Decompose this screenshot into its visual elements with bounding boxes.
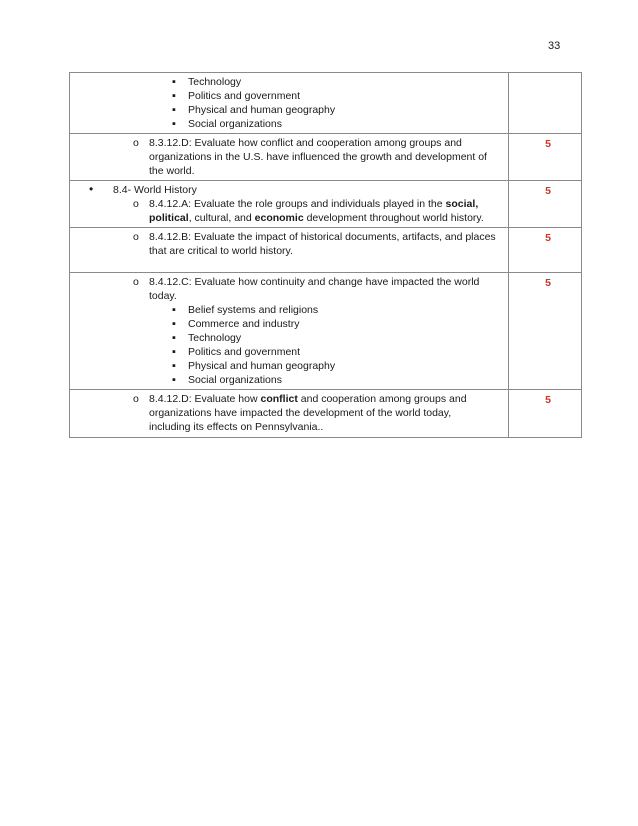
- table-row: [70, 273, 582, 390]
- table-row: [70, 390, 582, 438]
- standard-line: organizations in the U.S. have influenced the growth and development of: [149, 151, 487, 163]
- standard-cell: [70, 228, 509, 273]
- standard-line: o 8.4.12.B: Evaluate the impact of historical documents, artifacts, and places: [133, 231, 496, 243]
- score-value: 5: [545, 138, 551, 150]
- standard-line: o 8.3.12.D: Evaluate how conflict and cooperation among groups and: [133, 137, 462, 149]
- score-cell: [509, 273, 582, 390]
- standard-line: political, cultural, and economic development throughout world history.: [149, 212, 484, 224]
- standard-cell: [70, 390, 509, 438]
- standard-line: including its effects on Pennsylvania..: [149, 421, 324, 433]
- sub-bullet-item: ▪ Technology: [70, 75, 508, 89]
- circle-bullet-icon: o: [133, 198, 139, 210]
- standard-cell: [70, 134, 509, 181]
- score-value: 5: [545, 185, 551, 197]
- standard-line: o 8.4.12.A: Evaluate the role groups and individuals played in the social,: [133, 198, 479, 210]
- score-cell: [509, 390, 582, 438]
- sub-bullet-item: ▪ Social organizations: [70, 117, 508, 131]
- table-row: [70, 181, 582, 228]
- standard-line: o 8.4.12.D: Evaluate how conflict and cooperation among groups and: [133, 393, 467, 405]
- standard-line: o 8.4.12.C: Evaluate how continuity and change have impacted the world: [133, 276, 480, 288]
- score-cell: [509, 73, 582, 134]
- sub-bullet-item: ▪ Politics and government: [70, 345, 508, 359]
- page-number: 33: [548, 40, 561, 52]
- table-row: [70, 134, 582, 181]
- circle-bullet-icon: o: [133, 137, 139, 149]
- standard-cell: [70, 181, 509, 228]
- circle-bullet-icon: o: [133, 276, 139, 288]
- score-value: 5: [545, 394, 551, 406]
- standard-line: the world.: [149, 165, 195, 177]
- table-row: [70, 228, 582, 273]
- standards-table: [69, 72, 582, 438]
- circle-bullet-icon: o: [133, 393, 139, 405]
- standard-line: organizations have impacted the development of the world today,: [149, 407, 452, 419]
- score-cell: [509, 228, 582, 273]
- standard-cell: [70, 273, 509, 390]
- standard-cell: [70, 73, 509, 134]
- table-row: [70, 73, 582, 134]
- score-value: 5: [545, 277, 551, 289]
- sub-bullet-item: ▪ Commerce and industry: [70, 317, 508, 331]
- score-cell: [509, 134, 582, 181]
- sub-bullet-item: ▪ Physical and human geography: [70, 359, 508, 373]
- standard-line: today.: [149, 290, 177, 302]
- score-cell: [509, 181, 582, 228]
- score-value: 5: [545, 232, 551, 244]
- sub-bullet-item: ▪ Technology: [70, 331, 508, 345]
- sub-bullet-item: ▪ Politics and government: [70, 89, 508, 103]
- circle-bullet-icon: o: [133, 231, 139, 243]
- sub-bullet-item: ▪ Belief systems and religions: [70, 303, 508, 317]
- disc-bullet-icon: •: [89, 182, 94, 196]
- sub-bullet-item: ▪ Physical and human geography: [70, 103, 508, 117]
- standard-line: that are critical to world history.: [149, 245, 293, 257]
- sub-bullet-item: ▪ Social organizations: [70, 373, 508, 387]
- section-heading: • 8.4- World History: [89, 182, 197, 196]
